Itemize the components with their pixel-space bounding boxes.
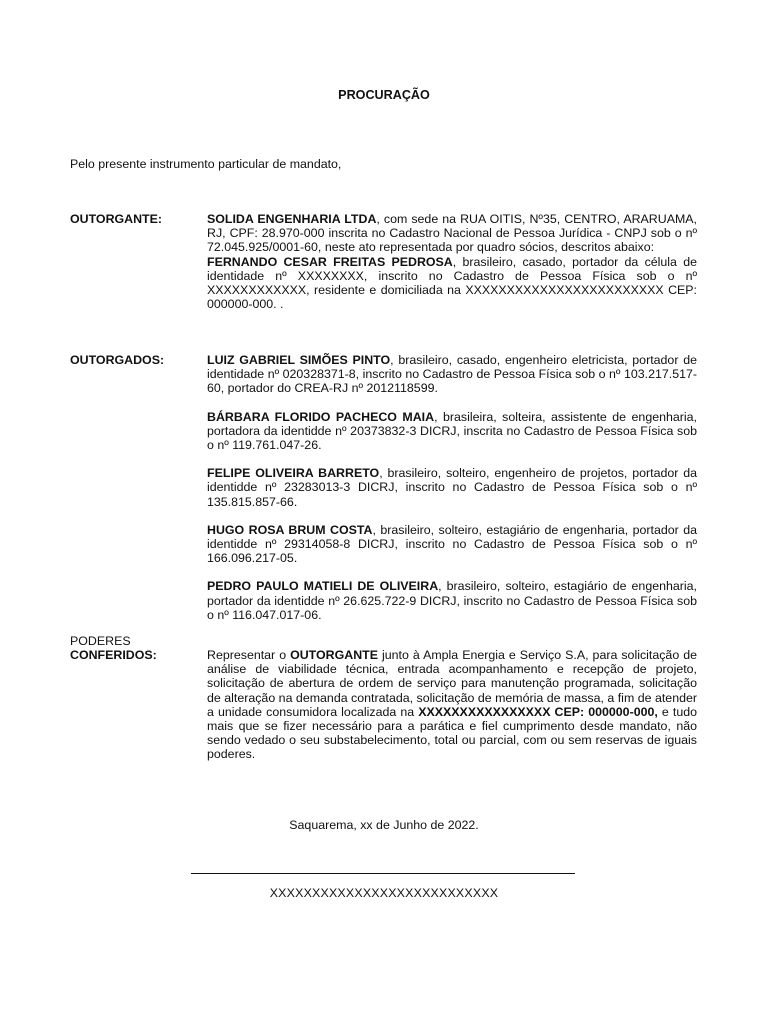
outorgados-label: OUTORGADOS: (70, 353, 165, 367)
outorgado-paragraph (207, 466, 697, 509)
outorgados-section (207, 353, 697, 622)
outorgado-paragraph (207, 410, 697, 453)
outorgado-name: HUGO ROSA BRUM COSTA (207, 522, 373, 537)
poderes-paragraph (207, 648, 697, 762)
outorgado-paragraph (207, 579, 697, 622)
outorgante-section (207, 212, 697, 311)
poderes-text: Representar o (207, 648, 291, 662)
outorgante-partner-name: FERNANDO CESAR FREITAS PEDROSA (207, 254, 453, 269)
outorgado-paragraph (207, 353, 697, 396)
poderes-section (207, 648, 697, 762)
outorgante-company-text: , com sede na RUA OITIS, Nº35, CENTRO, ARARUAMA, RJ, CPF: 28.970-000 inscrita no Cadastro Nacional de Pessoa Jurídica - CNPJ sob o nº 72.045.925/0001-60, neste ato representada por quadro sócios, descritos abaixo: (207, 212, 697, 255)
outorgante-label: OUTORGANTE: (70, 212, 163, 226)
outorgante-company-name: SOLIDA ENGENHARIA LTDA (207, 212, 377, 226)
poderes-label-line1: PODERES (70, 634, 131, 648)
signature-line (191, 873, 575, 874)
outorgado-name: PEDRO PAULO MATIELI DE OLIVEIRA (207, 579, 439, 594)
outorgado-paragraph (207, 523, 697, 566)
place-date: Saquarema, xx de Junho de 2022. (289, 818, 479, 832)
outorgado-details: , brasileira, solteira, assistente de engenharia, portadora da identidde nº 20373832-3 DICRJ, inscrita no Cadastro de Pessoa Física sob o nº 119.761.047-26. (207, 409, 697, 453)
outorgado-name: FELIPE OLIVEIRA BARRETO (207, 466, 380, 481)
poderes-outorgante-emphasis: OUTORGANTE (290, 648, 378, 662)
poderes-label-line2: CONFERIDOS: (70, 648, 157, 662)
intro-text: Pelo presente instrumento particular de mandato, (70, 157, 342, 171)
outorgado-details: , brasileiro, solteiro, engenheiro de projetos, portador da identidde nº 23283013-3 DICRJ, inscrito no Cadastro de Pessoa Física sob o nº 135.815.857-66. (207, 466, 698, 509)
outorgado-details: , brasileiro, solteiro, estagiário de engenharia, portador da identidde nº 26.625.722-9 DICRJ, inscrito no Cadastro de Pessoa Física sob o nº 116.047.017-06. (207, 579, 697, 622)
outorgante-partner-paragraph (207, 255, 697, 312)
poderes-text: junto à Ampla Energia e Serviço S.A, para solicitação de análise de viabilidade técnica, entrada acompanhamento e recepção de projeto, solicitação de abertura de ordem de serviço para manutenção programada, solicitação de alteração na demanda contratada, solicitação de memória de massa, a fim de atender a unidade consumidora localizada na (207, 648, 697, 719)
outorgado-name: BÁRBARA FLORIDO PACHECO MAIA (207, 409, 435, 424)
outorgante-company-paragraph (207, 212, 697, 255)
outorgante-partner-text: , brasileiro, casado, portador da célula de identidade nº XXXXXXXX, inscrito no Cadastro de Pessoa Física sob o nº XXXXXXXXXXXX, residente e domiciliada na XXXXXXXXXXXXXXXXXXXXXXXX CEP: 000000-000. . (207, 254, 697, 312)
document-title: PROCURAÇÃO (338, 88, 430, 102)
outorgado-name: LUIZ GABRIEL SIMÕES PINTO (207, 353, 391, 367)
poderes-text: e tudo mais que se fizer necessário para a parática e fiel cumprimento desde mandato, não sendo vedado o seu substabelecimento, total ou parcial, com ou sem reservas de iguais poderes. (207, 704, 697, 762)
signature-name: XXXXXXXXXXXXXXXXXXXXXXXXXXX (269, 886, 499, 900)
poderes-address-emphasis: XXXXXXXXXXXXXXXX CEP: 000000-000, (418, 704, 658, 719)
outorgado-details: , brasileiro, casado, engenheiro eletricista, portador de identidade nº 020328371-8, inscrito no Cadastro de Pessoa Física sob o nº 103.217.517-60, portador do CREA-RJ nº 2012118599. (207, 353, 697, 396)
outorgado-details: , brasileiro, solteiro, estagiário de engenharia, portador da identidde nº 29314058-8 DICRJ, inscrito no Cadastro de Pessoa Física sob o nº 166.096.217-05. (207, 522, 698, 566)
